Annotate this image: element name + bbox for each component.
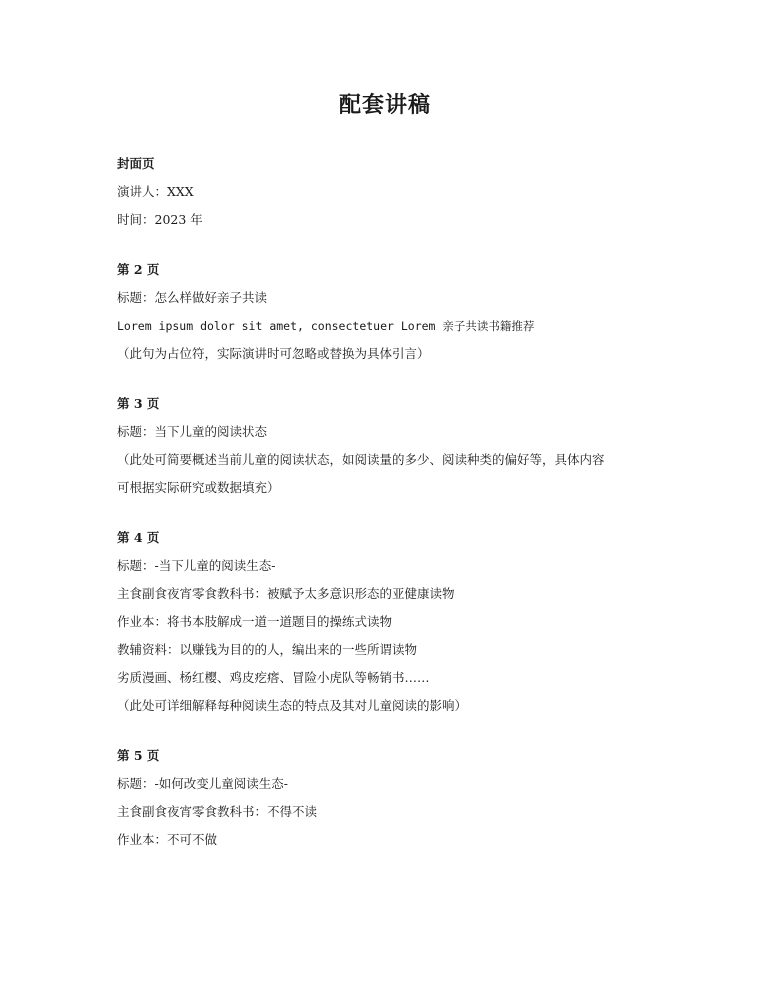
section-heading: 第 4 页 [117,530,160,545]
document-body [117,150,677,876]
placeholder-text-line: Lorem ipsum dolor sit amet, consectetuer Lorem 亲子共读书籍推荐 [117,319,535,333]
section-title-line: 标题：-当下儿童的阅读生态- [117,558,276,573]
body-line: 作业本：不可不做 [117,832,218,847]
body-line: 教辅资料：以赚钱为目的的人，编出来的一些所谓读物 [117,642,418,657]
section-page-4 [117,524,677,720]
page-title: 配套讲稿 [338,92,431,118]
section-page-5 [117,742,677,854]
date-line: 时间：2023 年 [117,212,203,227]
note-line: （此处可详细解释每种阅读生态的特点及其对儿童阅读的影响） [117,698,468,713]
speaker-line: 演讲人：XXX [117,184,194,199]
section-title-line: 标题：-如何改变儿童阅读生态- [117,776,288,791]
section-page-2 [117,256,677,368]
body-line: 劣质漫画、杨红樱、鸡皮疙瘩、冒险小虎队等畅销书…… [117,670,430,685]
section-page-3 [117,390,677,502]
section-heading: 封面页 [117,156,155,171]
note-line-continued: 可根据实际研究或数据填充） [117,480,280,495]
section-heading: 第 2 页 [117,262,160,277]
section-heading: 第 5 页 [117,748,160,763]
body-line: 主食副食夜宵零食教科书：不得不读 [117,804,318,819]
section-heading: 第 3 页 [117,396,160,411]
section-title-line: 标题：当下儿童的阅读状态 [117,424,268,439]
section-cover [117,150,677,234]
body-line: 作业本：将书本肢解成一道一道题目的操练式读物 [117,614,393,629]
note-line: （此句为占位符，实际演讲时可忽略或替换为具体引言） [117,346,430,361]
section-title-line: 标题：怎么样做好亲子共读 [117,290,268,305]
note-line: （此处可简要概述当前儿童的阅读状态，如阅读量的多少、阅读种类的偏好等，具体内容 [117,452,605,467]
body-line: 主食副食夜宵零食教科书：被赋予太多意识形态的亚健康读物 [117,586,455,601]
